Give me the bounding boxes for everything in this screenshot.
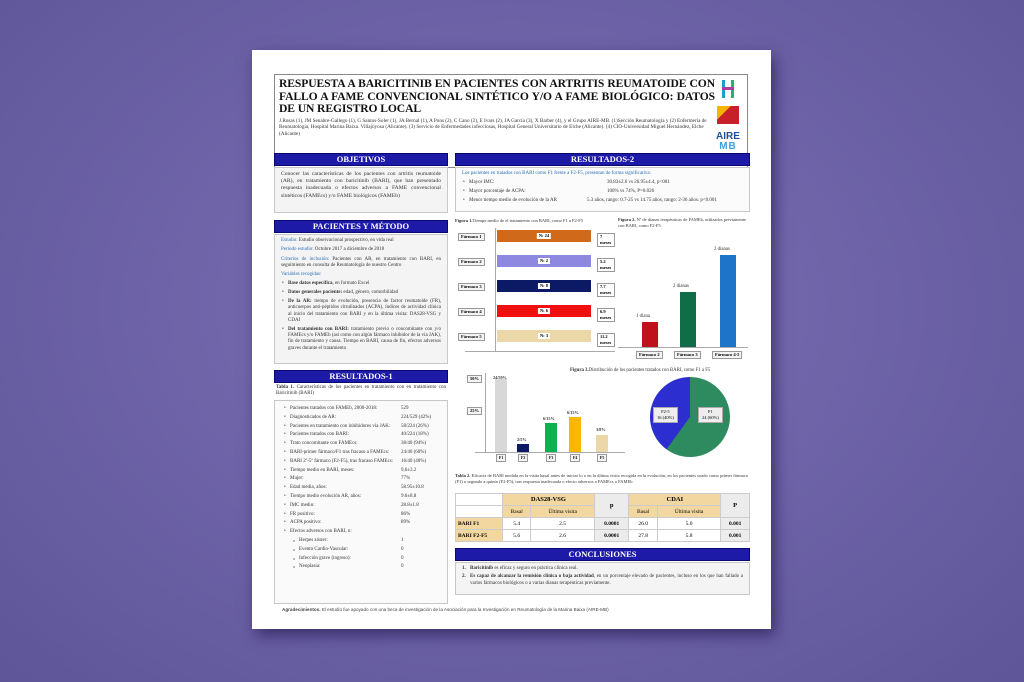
- table1-row: • Pacientes tratados con BARI: 40/224 (18%): [290, 432, 441, 438]
- figure3-bar: [545, 423, 557, 452]
- figure2-value: 1 diana: [636, 313, 650, 319]
- conclusiones-heading: CONCLUSIONES: [455, 548, 750, 561]
- authors-affiliations: J.Rosas (1), JM Senabre-Gallego (1), G Santos-Soler (1), JA Bernal (1), A Pons (2), C Cano (2), E Ivars (2), JA García (3), X Barber (4), y el Grupo AIRE-MB. (1)Sección Reumatología y (2) Enfermería de Reumatología, Hospital Marina Baixa. Villajoyosa (Alicante). (3) Servicio de Enfermedades infecciosas, Hospital General Universitario de Elche (Alicante). (4) CIO-Universidad Miguel Hernández, Elche (Alicante): [279, 117, 707, 137]
- figure2-bar: [642, 322, 658, 347]
- criterios-text: Pacientes con AR, en tratamiento con BARI, en seguimiento en consulta de Reumatología de nuestro Centro: [281, 256, 441, 268]
- hospital-logo-icon: [721, 78, 735, 100]
- resultados2-heading: RESULTADOS-2: [455, 153, 750, 166]
- figure3-xlabel: F2: [518, 454, 528, 462]
- resultados2-item: • Menor tiempo medio de evolución de la AR 5.3 años, rango: 0.7-25 vs 14.75 años, rango: 2-36 años. p<0.001: [469, 198, 743, 204]
- adverse-events-list: [283, 538, 441, 571]
- table2-header-p: p: [594, 494, 629, 518]
- mb-logo: MB: [719, 141, 737, 152]
- figure2: [618, 217, 748, 360]
- figure2-bar: [720, 255, 736, 347]
- figure2-caption: Figura 2. Nº de dianas terapéuticas de FAMEb, utilizados previamente con BARI, como F2-F5: [618, 217, 747, 228]
- variable-item: • Del tratamiento con BARI: tratamiento previo o concomitante con y/o FAMEcs y/o FAMEb (así como con algún fármaco inhibidor de la vía JAK), fin de tratamiento y causa. Tiempo en BARI, causa de fin, efectos adversos graves durante el tratamiento: [288, 327, 441, 352]
- table2-subheader: Última visita: [657, 506, 720, 518]
- aire-logo: AIRE: [716, 131, 740, 142]
- estudio-text: Estudio observacional prospectivo, en vida real: [297, 238, 394, 243]
- table1-caption: Tabla 1. Características de los pacientes en tratamiento con en tratamiento con Baricitinib (BARI): [276, 385, 447, 397]
- table2-subheader: Basal: [629, 506, 657, 518]
- conclusiones-box: [455, 562, 750, 595]
- figure1-bar: N: 8: [497, 280, 591, 292]
- table2-subheader: Última visita: [531, 506, 594, 518]
- figure3-bar: [517, 444, 529, 452]
- table2-header-das: DAS28-VSG: [503, 494, 595, 506]
- table2-row: BARI F1 5.4 2.5 0.0001 26.0 5.0 0.001: [456, 518, 750, 530]
- poster: [252, 50, 771, 629]
- figure1-value: 5.2 meses: [597, 258, 615, 272]
- objetivos-heading: OBJETIVOS: [274, 153, 448, 166]
- resultados2-intro: Los pacientes en tratados con BARI como F1 frente a F2-F5, presentan de forma significativa:: [462, 171, 651, 176]
- table1-row: • FR positivo: 86%: [290, 512, 441, 518]
- figure3-value: 2/5%: [517, 437, 527, 442]
- figure3-ytick: 25%: [467, 407, 482, 415]
- pie-label-f25: F2-5 16 (40%): [653, 407, 678, 423]
- objetivos-box: [274, 167, 448, 213]
- periodo-label: Periodo estudio:: [281, 247, 314, 253]
- figure1-bar: N: 3: [497, 330, 591, 342]
- table2-header-p: P: [721, 494, 750, 518]
- figure2-value: 2 dianas: [714, 246, 730, 252]
- figure3-bar: [569, 417, 581, 452]
- figure1-bar: N: 6: [497, 305, 591, 317]
- table1-row: • Diagnosticados de AR: 224/529 (42%): [290, 415, 441, 421]
- table1-row: • BARI-primer fármaco/F1 tras fracaso a FAMEcs: 24/40 (60%): [290, 450, 441, 456]
- table2-subheader: Basal: [503, 506, 531, 518]
- variable-item: • Datos generales paciente: edad, género, comorbilidad: [288, 290, 441, 296]
- figure1-label: Fármaco 1: [458, 233, 485, 241]
- table1-row: • Tiempo medio en BARI, meses: 9,6±3.2: [290, 468, 441, 474]
- objetivos-text: Conocer las características de los pacientes con artritis reumatoide (AR), en tratamiento con baricitinib (BARI), que han presentado respuesta inadecuada o efectos adversos a FAME convencional sintéticos (FAMEcs) y/o FAME biológicos (FAMEb): [281, 171, 441, 199]
- figure3-value: 24/59%: [493, 375, 507, 380]
- table1-row: • Pacientes en tratamiento con inhibidores vía JAK: 58/224 (26%): [290, 424, 441, 430]
- table1-row: • Efectos adversos con BARI, n:: [290, 529, 441, 535]
- figure2-value: 2 dianas: [673, 283, 689, 289]
- figure2-bar: [680, 292, 696, 347]
- metodo-box: [274, 234, 448, 364]
- figure1-label: Fármaco 4: [458, 308, 485, 316]
- table2-header-cdai: CDAI: [629, 494, 721, 506]
- adverse-row: o Herpes zóster: 1: [299, 538, 441, 544]
- table1-list: [283, 406, 441, 535]
- pie-label-f1: F1 24 (60%): [698, 407, 723, 423]
- table1-row: • BARI 2º-5º fármaco (F2-F5), tras fracaso FAMEcs: 16/40 (40%): [290, 459, 441, 465]
- figure2-label: Fármaco 2: [636, 351, 663, 359]
- figure1-bar: N: 24: [497, 230, 591, 242]
- figure1-bar: N: 2: [497, 255, 591, 267]
- figure1: [455, 218, 615, 358]
- estudio-label: Estudio:: [281, 238, 298, 243]
- variables-label: Variables recogidas:: [281, 272, 322, 278]
- criterios-label: Criterios de inclusión:: [281, 256, 330, 262]
- figure2-label: Fármaco 4-5: [712, 351, 742, 359]
- table1-row: • IMC medio: 28.8±1.8: [290, 503, 441, 509]
- adverse-row: o Evento Cardio-Vascular: 0: [299, 547, 441, 553]
- figure3-ytick: 50%: [467, 375, 482, 383]
- resultados2-list: [462, 180, 743, 204]
- periodo-text: Octubre 2017 a diciembre de 2018: [313, 247, 385, 253]
- figure3-value: 3/8%: [596, 427, 606, 432]
- table1-box: [274, 400, 448, 604]
- table2: [455, 493, 750, 542]
- variable-item: • De la AR: tiempo de evolución, presencia de factor reumatoide (FR), anticuerpos anti-péptidos citrulinados (ACPA), índices de actividad clínica al inicio del tratamiento con BARI y en la última visita: DAS28-VSG y CDAI: [288, 299, 441, 324]
- figure3-xlabel: F3: [546, 454, 556, 462]
- figure1-caption: Figura 1.Tiempo medio de el tratamiento con BARI, como F1 a F2-F5: [455, 218, 583, 223]
- resultados2-box: [455, 167, 750, 212]
- figure2-label: Fármaco 3: [674, 351, 701, 359]
- adverse-row: o Infección grave (ingreso): 0: [299, 556, 441, 562]
- adverse-row: o Neoplasia: 0: [299, 564, 441, 570]
- university-logo-icon: [717, 106, 739, 124]
- figure3: [455, 365, 750, 460]
- poster-title: RESPUESTA A BARICITINIB EN PACIENTES CON ARTRITIS REUMATOIDE CON FALLO A FAME CONVENCIONAL SINTÉTICO Y/O A FAME BIOLÓGICO: DATOS DE UN REGISTRO LOCAL: [279, 77, 715, 115]
- figure3-value: 6/15%: [543, 416, 555, 421]
- conclusion-item: 1. Baricitinib es eficaz y seguro en práctica clínica real.: [462, 566, 578, 571]
- figure3-value: 6/15%: [567, 410, 579, 415]
- table1-row: • Trato concomitante con FAMEcs: 38/40 (94%): [290, 441, 441, 447]
- resultados2-item: • Mayor IMC: 30.83±2.6 vs 26.95±4.4, p<001: [469, 180, 743, 186]
- figure1-value: 7 meses: [597, 233, 615, 247]
- table2-caption: Tabla 2. Eficacia de BARI medida en la visita basal antes de iniciar lo o en la última visita recogida en la evolución, en los pacientes usado como primer fármaco (F1) o segundo a quinto (F2-F5), tras respuesta inadecuada o efecto adversos a FAMEcs o FAMEb: [455, 473, 748, 484]
- metodo-heading: PACIENTES Y MÉTODO: [274, 220, 448, 233]
- variables-list: [281, 281, 441, 351]
- acknowledgements: Agradecimientos. El estudio fue apoyado con una beca de investigación de la Asociación para la Investigación en Reumatología de la Marina Baixa (AIRE-MB): [282, 607, 609, 612]
- table1-row: • Mujer: 77%: [290, 476, 441, 482]
- figure1-label: Fármaco 5: [458, 333, 485, 341]
- figure3-bar: [596, 435, 608, 452]
- table1-row: • Pacientes tratados con FAMEb, 2000-2018: 529: [290, 406, 441, 412]
- table1-row: • ACPA positivo: 89%: [290, 520, 441, 526]
- conclusion-item: 2. Es capaz de alcanzar la remisión clínica o baja actividad, en un porcentaje elevado de pacientes, incluso en los que han fallado a varios fármacos biológicos o a varias dianas terapéuticas previamente.: [462, 574, 743, 586]
- figure3-xlabel: F5: [597, 454, 607, 462]
- figure1-label: Fármaco 2: [458, 258, 485, 266]
- figure3-xlabel: F1: [496, 454, 506, 462]
- figure1-value: 7.7 meses: [597, 283, 615, 297]
- figure1-value: 11.2 meses: [597, 333, 615, 347]
- table2-row: BARI F2-F5 5.6 2.6 0.0001 27.8 5.8 0.001: [456, 530, 750, 542]
- resultados2-item: • Mayor porcentaje de ACPA: 100% vs 74%, P=0.026: [469, 189, 743, 195]
- resultados1-heading: RESULTADOS-1: [274, 370, 448, 383]
- table1-row: • Edad media, años: 58.95±10.8: [290, 485, 441, 491]
- figure3-bar: [495, 379, 507, 452]
- figure1-label: Fármaco 3: [458, 283, 485, 291]
- figure3-caption: Figura 3.Distribución de los pacientes tratados con BARI, como F1 a F5: [570, 368, 711, 373]
- table1-row: • Tiempo medio evolución AR, años: 9.6±8.8: [290, 494, 441, 500]
- figure1-value: 6.9 meses: [597, 308, 615, 322]
- figure3-xlabel: F4: [570, 454, 580, 462]
- variable-item: • Base datos específica, en formato Excel: [288, 281, 441, 287]
